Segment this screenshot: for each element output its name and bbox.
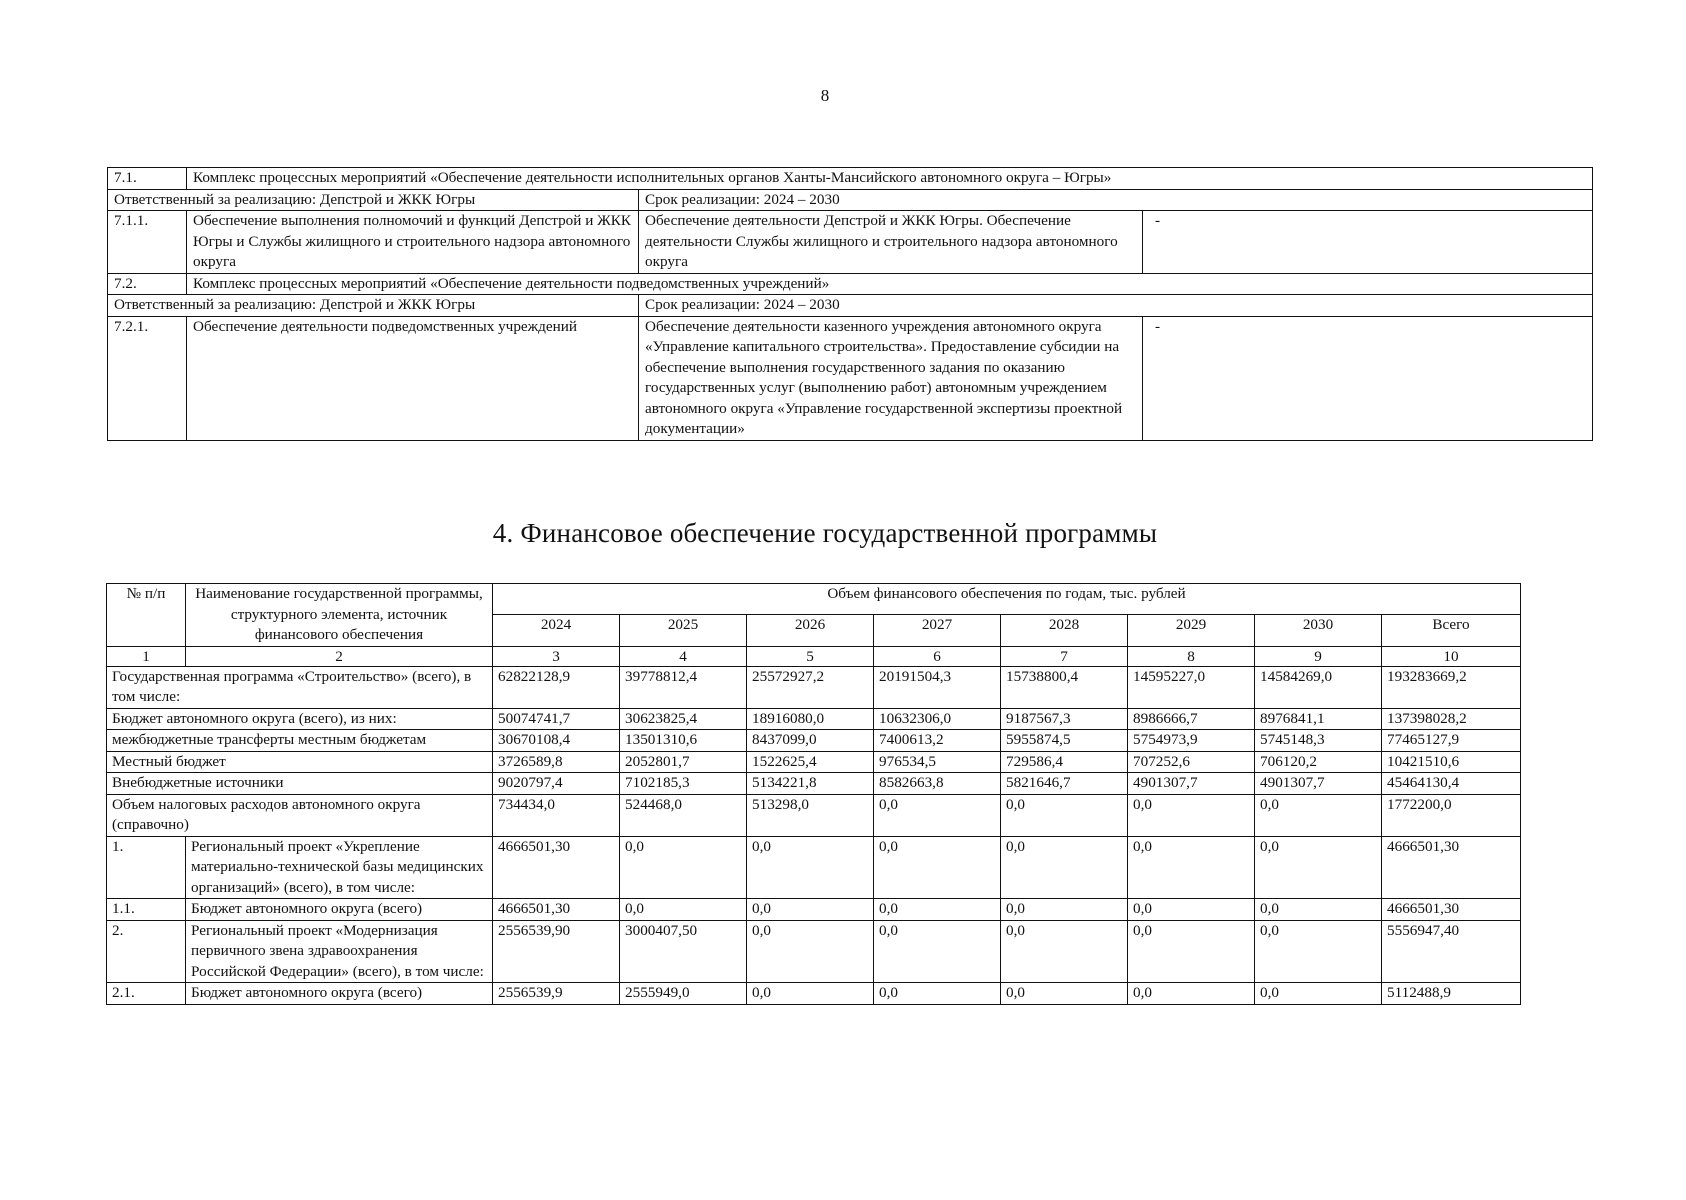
responsible-cell: Ответственный за реализацию: Депстрой и ЖКК Югры <box>108 189 639 211</box>
finance-value: 10632306,0 <box>874 708 1001 730</box>
finance-row-name: Бюджет автономного округа (всего), из них: <box>107 708 493 730</box>
finance-value: 729586,4 <box>1001 751 1128 773</box>
finance-value: 0,0 <box>874 794 1001 836</box>
term-cell: Срок реализации: 2024 – 2030 <box>639 295 1593 317</box>
finance-value: 18916080,0 <box>747 708 874 730</box>
finance-value: 8437099,0 <box>747 730 874 752</box>
finance-value: 14584269,0 <box>1255 666 1382 708</box>
finance-row-name: Региональный проект «Модернизация первичного звена здравоохранения Российской Федерации» (всего), в том числе: <box>186 920 493 983</box>
finance-value: 7102185,3 <box>620 773 747 795</box>
activity-group-number: 7.1. <box>108 168 187 190</box>
column-number: 9 <box>1255 646 1382 666</box>
finance-value: 0,0 <box>620 899 747 921</box>
page-number: 8 <box>820 86 830 105</box>
finance-value: 2556539,9 <box>493 983 620 1005</box>
column-number: 5 <box>747 646 874 666</box>
finance-value: 0,0 <box>1128 920 1255 983</box>
activity-group-row <box>108 168 1593 190</box>
section-title: 4. Финансовое обеспечение государственной программы <box>492 518 1158 548</box>
finance-value: 4666501,30 <box>1382 836 1521 899</box>
finance-value: 8986666,7 <box>1128 708 1255 730</box>
finance-value: 5955874,5 <box>1001 730 1128 752</box>
header-year: 2027 <box>874 615 1001 646</box>
finance-value: 8582663,8 <box>874 773 1001 795</box>
finance-row <box>107 773 1521 795</box>
finance-value: 0,0 <box>1255 836 1382 899</box>
finance-value: 0,0 <box>747 920 874 983</box>
activity-group-title: Комплекс процессных мероприятий «Обеспечение деятельности исполнительных органов Ханты-Мансийского автономного округа – Югры» <box>187 168 1593 190</box>
activity-group-number: 7.2. <box>108 273 187 295</box>
finance-row-number: 2. <box>107 920 186 983</box>
finance-row <box>107 920 1521 983</box>
finance-value: 14595227,0 <box>1128 666 1255 708</box>
finance-row <box>107 983 1521 1005</box>
finance-value: 193283669,2 <box>1382 666 1521 708</box>
finance-row <box>107 794 1521 836</box>
header-volume: Объем финансового обеспечения по годам, тыс. рублей <box>493 584 1521 615</box>
finance-value: 0,0 <box>1001 794 1128 836</box>
finance-value: 3726589,8 <box>493 751 620 773</box>
finance-value: 0,0 <box>1128 794 1255 836</box>
header-year: 2029 <box>1128 615 1255 646</box>
finance-value: 0,0 <box>1128 983 1255 1005</box>
finance-row <box>107 751 1521 773</box>
header-year: 2028 <box>1001 615 1128 646</box>
header-name: Наименование государственной программы, структурного элемента, источник финансового обеспечения <box>186 584 493 647</box>
finance-value: 513298,0 <box>747 794 874 836</box>
finance-value: 13501310,6 <box>620 730 747 752</box>
finance-value: 30670108,4 <box>493 730 620 752</box>
finance-value: 4666501,30 <box>493 836 620 899</box>
finance-value: 524468,0 <box>620 794 747 836</box>
activity-item-effect: Обеспечение деятельности казенного учреждения автономного округа «Управление капитального строительства». Предоставление субсидии на обеспечение выполнения государственного задания по оказанию государственных услуг (выполнению работ) автономным учреждением автономного округа «Управление государственной экспертизы проектной документации» <box>639 316 1143 440</box>
header-year: 2025 <box>620 615 747 646</box>
activity-group-row <box>108 273 1593 295</box>
header-num: № п/п <box>107 584 186 647</box>
finance-value: 0,0 <box>874 983 1001 1005</box>
finance-value: 0,0 <box>1128 899 1255 921</box>
activity-responsible-row <box>108 295 1593 317</box>
activity-item-row <box>108 316 1593 440</box>
activities-table <box>107 167 1593 441</box>
column-number: 1 <box>107 646 186 666</box>
finance-value: 39778812,4 <box>620 666 747 708</box>
finance-value: 0,0 <box>1001 983 1128 1005</box>
finance-value: 0,0 <box>747 899 874 921</box>
finance-value: 20191504,3 <box>874 666 1001 708</box>
activity-item-task: Обеспечение выполнения полномочий и функций Депстрой и ЖКК Югры и Службы жилищного и строительного надзора автономного округа <box>187 211 639 274</box>
finance-value: 5821646,7 <box>1001 773 1128 795</box>
finance-row-name: Местный бюджет <box>107 751 493 773</box>
finance-value: 0,0 <box>747 836 874 899</box>
activity-item-link: - <box>1143 211 1593 274</box>
column-number: 8 <box>1128 646 1255 666</box>
finance-value: 0,0 <box>874 920 1001 983</box>
finance-value: 706120,2 <box>1255 751 1382 773</box>
finance-value: 45464130,4 <box>1382 773 1521 795</box>
finance-row <box>107 730 1521 752</box>
activity-item-row <box>108 211 1593 274</box>
finance-value: 10421510,6 <box>1382 751 1521 773</box>
finance-value: 0,0 <box>747 983 874 1005</box>
finance-value: 4666501,30 <box>1382 899 1521 921</box>
finance-row-number: 2.1. <box>107 983 186 1005</box>
finance-value: 77465127,9 <box>1382 730 1521 752</box>
finance-row-name: Внебюджетные источники <box>107 773 493 795</box>
activity-item-number: 7.2.1. <box>108 316 187 440</box>
finance-row-name: Государственная программа «Строительство» (всего), в том числе: <box>107 666 493 708</box>
column-number: 10 <box>1382 646 1521 666</box>
finance-value: 0,0 <box>1001 836 1128 899</box>
finance-value: 8976841,1 <box>1255 708 1382 730</box>
finance-value: 50074741,7 <box>493 708 620 730</box>
finance-value: 0,0 <box>1255 983 1382 1005</box>
column-number: 3 <box>493 646 620 666</box>
finance-value: 0,0 <box>1255 794 1382 836</box>
finance-value: 0,0 <box>1255 899 1382 921</box>
activity-item-task: Обеспечение деятельности подведомственных учреждений <box>187 316 639 440</box>
finance-row <box>107 899 1521 921</box>
activity-item-effect: Обеспечение деятельности Депстрой и ЖКК Югры. Обеспечение деятельности Службы жилищного и строительного надзора автономного округа <box>639 211 1143 274</box>
finance-value: 4901307,7 <box>1128 773 1255 795</box>
finance-value: 0,0 <box>1001 920 1128 983</box>
header-year: 2024 <box>493 615 620 646</box>
finance-value: 707252,6 <box>1128 751 1255 773</box>
activity-responsible-row <box>108 189 1593 211</box>
finance-row <box>107 708 1521 730</box>
activity-item-number: 7.1.1. <box>108 211 187 274</box>
finance-value: 976534,5 <box>874 751 1001 773</box>
finance-row <box>107 836 1521 899</box>
column-number: 7 <box>1001 646 1128 666</box>
finance-table <box>106 583 1521 1005</box>
activity-group-title: Комплекс процессных мероприятий «Обеспечение деятельности подведомственных учреждений» <box>187 273 1593 295</box>
finance-value: 2555949,0 <box>620 983 747 1005</box>
finance-value: 734434,0 <box>493 794 620 836</box>
finance-row-number: 1. <box>107 836 186 899</box>
finance-value: 25572927,2 <box>747 666 874 708</box>
finance-header-row <box>107 584 1521 615</box>
finance-value: 4666501,30 <box>493 899 620 921</box>
finance-value: 0,0 <box>1128 836 1255 899</box>
finance-row-name: Бюджет автономного округа (всего) <box>186 899 493 921</box>
column-number: 2 <box>186 646 493 666</box>
finance-value: 0,0 <box>620 836 747 899</box>
header-year: 2030 <box>1255 615 1382 646</box>
responsible-cell: Ответственный за реализацию: Депстрой и ЖКК Югры <box>108 295 639 317</box>
header-year: Всего <box>1382 615 1521 646</box>
finance-row-name: Бюджет автономного округа (всего) <box>186 983 493 1005</box>
finance-value: 5754973,9 <box>1128 730 1255 752</box>
finance-value: 30623825,4 <box>620 708 747 730</box>
activity-item-link: - <box>1143 316 1593 440</box>
finance-value: 2556539,90 <box>493 920 620 983</box>
finance-value: 2052801,7 <box>620 751 747 773</box>
finance-value: 15738800,4 <box>1001 666 1128 708</box>
finance-row-number: 1.1. <box>107 899 186 921</box>
finance-value: 5134221,8 <box>747 773 874 795</box>
finance-value: 9187567,3 <box>1001 708 1128 730</box>
finance-value: 0,0 <box>874 836 1001 899</box>
term-cell: Срок реализации: 2024 – 2030 <box>639 189 1593 211</box>
finance-value: 3000407,50 <box>620 920 747 983</box>
finance-value: 0,0 <box>874 899 1001 921</box>
finance-value: 9020797,4 <box>493 773 620 795</box>
finance-column-numbers-row <box>107 646 1521 666</box>
finance-value: 137398028,2 <box>1382 708 1521 730</box>
finance-row <box>107 666 1521 708</box>
finance-row-name: Региональный проект «Укрепление материально-технической базы медицинских организаций» (всего), в том числе: <box>186 836 493 899</box>
finance-value: 1772200,0 <box>1382 794 1521 836</box>
finance-value: 1522625,4 <box>747 751 874 773</box>
finance-value: 5556947,40 <box>1382 920 1521 983</box>
finance-value: 5745148,3 <box>1255 730 1382 752</box>
header-year: 2026 <box>747 615 874 646</box>
column-number: 6 <box>874 646 1001 666</box>
finance-value: 4901307,7 <box>1255 773 1382 795</box>
finance-row-name: Объем налоговых расходов автономного округа (справочно) <box>107 794 493 836</box>
finance-value: 5112488,9 <box>1382 983 1521 1005</box>
finance-value: 0,0 <box>1255 920 1382 983</box>
column-number: 4 <box>620 646 747 666</box>
finance-value: 62822128,9 <box>493 666 620 708</box>
finance-row-name: межбюджетные трансферты местным бюджетам <box>107 730 493 752</box>
finance-value: 7400613,2 <box>874 730 1001 752</box>
finance-value: 0,0 <box>1001 899 1128 921</box>
